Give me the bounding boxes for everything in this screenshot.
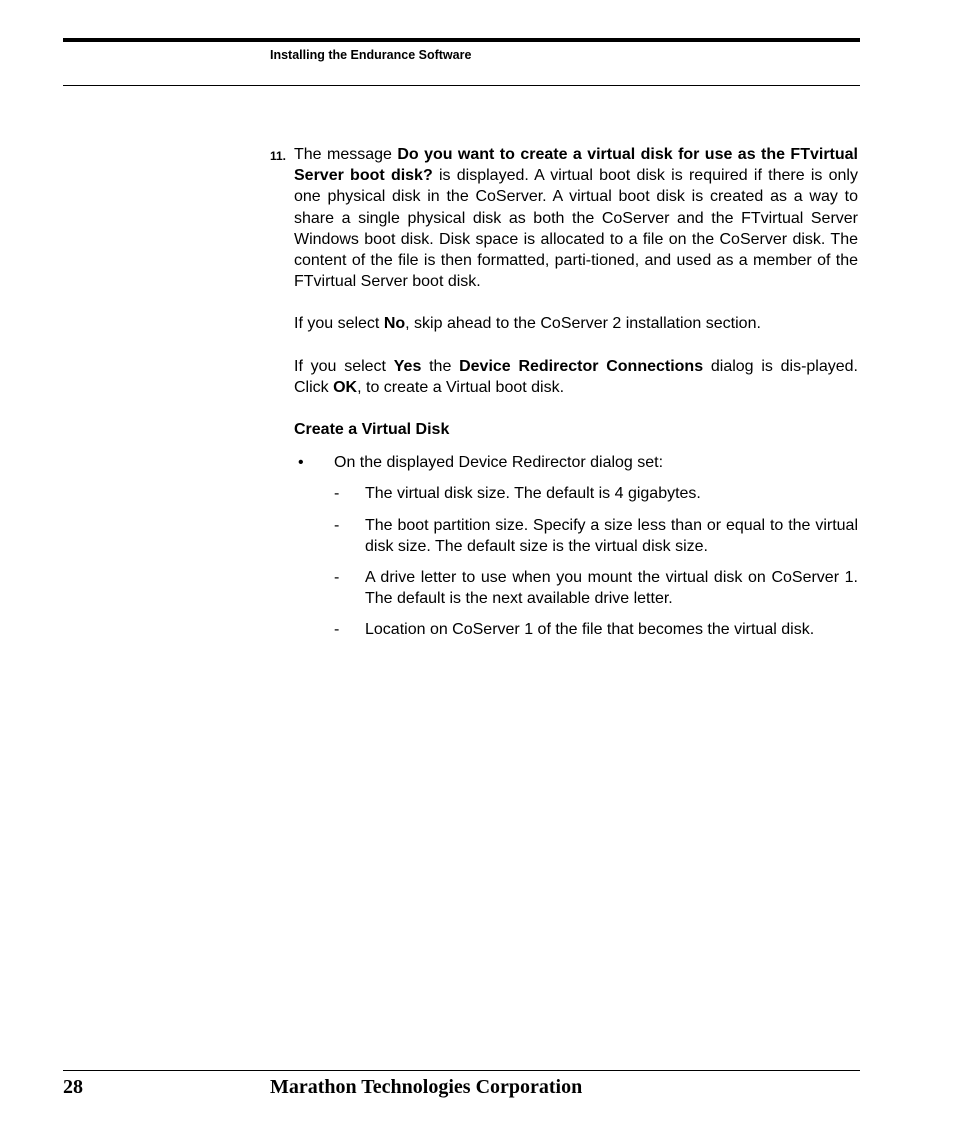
running-header: Installing the Endurance Software — [270, 48, 472, 62]
text-run: The message — [294, 146, 398, 163]
no-label: No — [383, 315, 406, 333]
yes-label: Yes — [393, 357, 422, 375]
page-number: 28 — [63, 1076, 83, 1098]
no-option-paragraph — [294, 313, 858, 334]
footer-company: Marathon Technologies Corporation — [270, 1076, 583, 1098]
bullet-icon: • — [298, 454, 304, 472]
text-run: If you select — [294, 315, 384, 333]
dialog-name: Device Redirector Connections — [459, 357, 704, 375]
header-divider — [63, 85, 860, 86]
sub-item — [294, 619, 858, 640]
footer-rule — [63, 1070, 860, 1071]
bullet-text: On the displayed Device Redirector dialog set: — [334, 454, 664, 472]
sub-item — [294, 483, 858, 504]
text-run: the — [421, 357, 460, 375]
dash-icon: - — [334, 569, 340, 587]
section-heading: Create a Virtual Disk — [294, 421, 450, 439]
yes-option-paragraph — [294, 356, 858, 398]
ok-label: OK — [333, 378, 358, 396]
sub-item — [294, 515, 858, 557]
sub-item-text: The boot partition size. Specify a size less than or equal to the virtual disk size. The default size is the virtual disk size. — [365, 516, 858, 555]
message-text: Do you want to create a virtual disk for use as the FTvirtual Server boot disk? — [294, 146, 858, 185]
text-run: is displayed. A virtual boot disk is required if there is only one physical disk in the CoServer. A virtual boot disk is created as a way to share a single physical disk as both the CoServer and the FTvirtual Server Windows boot disk. Disk space is allocated to a file on the CoServer disk. The content of the file is then formatted, parti-tioned, and used as a member of the FTvirtual Server boot disk. — [294, 167, 858, 291]
sub-item-text: The virtual disk size. The default is 4 gigabytes. — [365, 485, 701, 503]
sub-item-text: Location on CoServer 1 of the file that becomes the virtual disk. — [365, 621, 815, 639]
dash-icon: - — [334, 621, 340, 639]
dash-icon: - — [334, 485, 340, 503]
bullet-item — [294, 452, 858, 473]
step-number: 11. — [270, 149, 287, 163]
text-run: dialog is dis-played. Click — [294, 357, 858, 396]
header-rule — [63, 38, 860, 42]
main-content — [270, 144, 858, 641]
sub-item — [294, 567, 858, 609]
text-run: , to create a Virtual boot disk. — [357, 378, 565, 396]
step-11-paragraph — [270, 144, 858, 292]
sub-item-text: A drive letter to use when you mount the virtual disk on CoServer 1. The default is the next available drive letter. — [365, 569, 858, 608]
text-run: , skip ahead to the CoServer 2 installation section. — [405, 315, 761, 333]
dash-icon: - — [334, 516, 340, 534]
text-run: If you select — [294, 357, 394, 375]
